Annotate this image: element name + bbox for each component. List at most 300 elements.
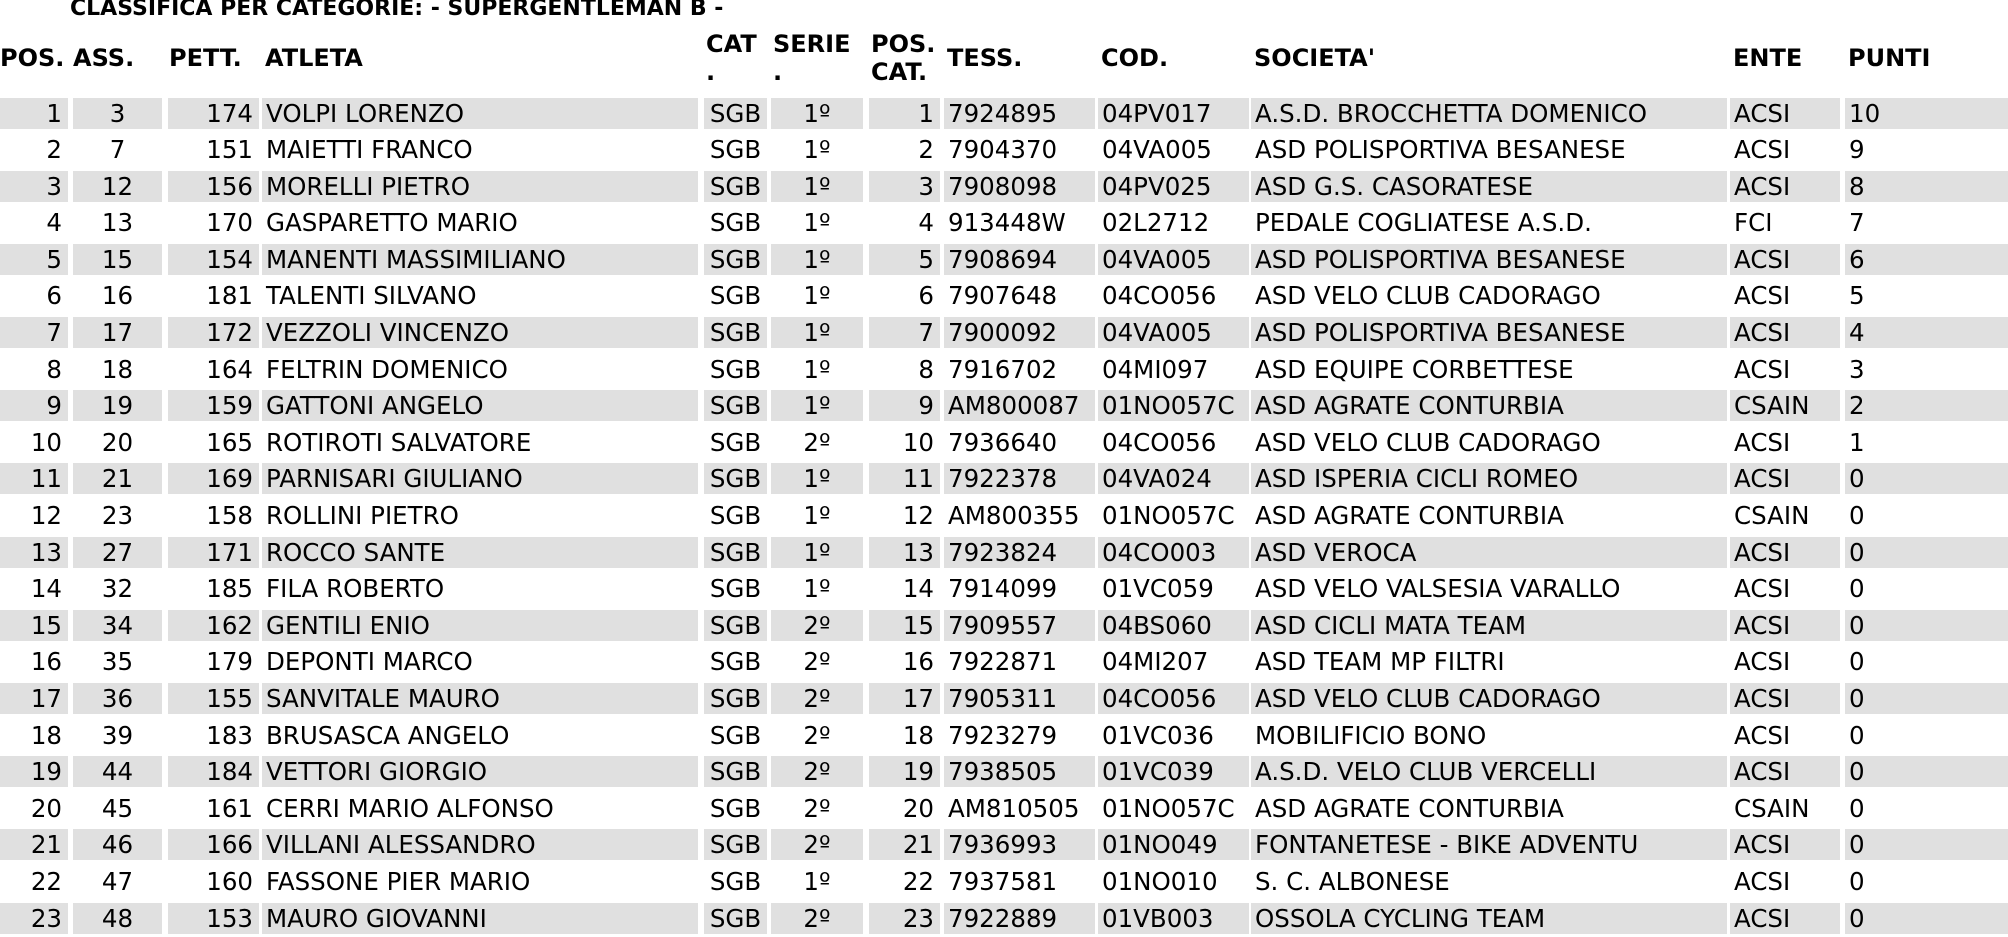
cell-pos: 13: [0, 537, 68, 568]
cell-cod: 02L2712: [1102, 208, 1210, 238]
cell-poscat: 11: [869, 463, 940, 494]
cell-societa: ASD CICLI MATA TEAM: [1251, 610, 1727, 641]
cell-ass: 48: [73, 903, 162, 934]
cell-pos: 19: [0, 756, 68, 787]
cell-pos: 17: [0, 683, 68, 714]
cell-cod: 04CO003: [1098, 537, 1249, 568]
results-table: [0, 95, 2008, 937]
cell-cat: SGB: [709, 427, 762, 457]
table-row: [0, 132, 2008, 169]
table-header: [0, 30, 2008, 92]
cell-atleta: ROLLINI PIETRO: [266, 501, 459, 531]
cell-serie: 2º: [771, 903, 863, 934]
table-row: [0, 754, 2008, 791]
header-tess: TESS.: [947, 44, 1023, 72]
cell-punti: 0: [1849, 574, 1865, 604]
cell-tess: 7907648: [948, 281, 1058, 311]
cell-poscat: 17: [869, 683, 940, 714]
cell-cat: SGB: [704, 171, 767, 202]
cell-societa: ASD VELO VALSESIA VARALLO: [1255, 574, 1621, 604]
cell-pett: 171: [168, 537, 259, 568]
cell-ass: 17: [73, 317, 162, 348]
cell-ass: 7: [109, 135, 126, 165]
cell-serie: 1º: [803, 281, 831, 311]
cell-pett: 179: [206, 647, 253, 677]
cell-societa: ASD AGRATE CONTURBIA: [1251, 390, 1727, 421]
cell-tess: 7914099: [948, 574, 1058, 604]
cell-punti: 0: [1849, 866, 1865, 896]
cell-poscat: 1: [869, 98, 940, 129]
cell-pett: 166: [168, 829, 259, 860]
cell-cod: 04CO056: [1098, 683, 1249, 714]
cell-tess: AM800355: [948, 501, 1080, 531]
table-row: [0, 827, 2008, 864]
cell-societa: ASD VEROCA: [1251, 537, 1727, 568]
cell-poscat: 22: [902, 866, 934, 896]
cell-poscat: 12: [902, 501, 934, 531]
table-row: [0, 900, 2008, 937]
cell-punti: 9: [1849, 135, 1865, 165]
table-row: [0, 424, 2008, 461]
cell-cod: 01NO049: [1098, 829, 1249, 860]
cell-poscat: 13: [869, 537, 940, 568]
cell-punti: 0: [1849, 647, 1865, 677]
table-row: [0, 717, 2008, 754]
cell-punti: 0: [1849, 720, 1865, 750]
cell-cat: SGB: [709, 793, 762, 823]
cell-ente: ACSI: [1734, 574, 1791, 604]
cell-societa: ASD G.S. CASORATESE: [1251, 171, 1727, 202]
cell-pos: 2: [46, 135, 62, 165]
cell-tess: 7922378: [944, 463, 1095, 494]
cell-ass: 35: [101, 647, 134, 677]
cell-pett: 164: [206, 354, 253, 384]
cell-pos: 12: [30, 501, 62, 531]
cell-tess: 7908694: [944, 244, 1095, 275]
cell-punti: 8: [1845, 171, 2008, 202]
cell-cat: SGB: [709, 647, 762, 677]
cell-pos: 18: [30, 720, 62, 750]
cell-cat: SGB: [709, 720, 762, 750]
cell-atleta: FILA ROBERTO: [266, 574, 445, 604]
cell-pos: 1: [0, 98, 68, 129]
cell-ente: ACSI: [1730, 537, 1840, 568]
cell-societa: ASD VELO CLUB CADORAGO: [1255, 281, 1601, 311]
cell-poscat: 16: [902, 647, 934, 677]
cell-serie: 1º: [803, 135, 831, 165]
cell-serie: 2º: [771, 756, 863, 787]
cell-serie: 1º: [771, 390, 863, 421]
cell-atleta: ROTIROTI SALVATORE: [266, 427, 532, 457]
cell-punti: 2: [1845, 390, 2008, 421]
cell-poscat: 21: [869, 829, 940, 860]
cell-cat: SGB: [704, 829, 767, 860]
cell-serie: 2º: [803, 720, 831, 750]
cell-cod: 04VA005: [1102, 135, 1212, 165]
table-row: [0, 461, 2008, 498]
table-row: [0, 205, 2008, 242]
cell-ente: ACSI: [1734, 720, 1791, 750]
cell-pett: 185: [206, 574, 253, 604]
cell-serie: 1º: [803, 208, 831, 238]
cell-cod: 04VA005: [1098, 244, 1249, 275]
cell-ente: ACSI: [1730, 317, 1840, 348]
cell-cod: 04MI207: [1102, 647, 1209, 677]
cell-pett: 156: [168, 171, 259, 202]
cell-societa: ASD EQUIPE CORBETTESE: [1255, 354, 1574, 384]
cell-cat: SGB: [709, 574, 762, 604]
cell-ass: 13: [101, 208, 134, 238]
cell-ente: ACSI: [1730, 903, 1840, 934]
cell-ente: ACSI: [1730, 610, 1840, 641]
cell-societa: ASD ISPERIA CICLI ROMEO: [1251, 463, 1727, 494]
cell-poscat: 18: [902, 720, 934, 750]
cell-atleta: FELTRIN DOMENICO: [266, 354, 508, 384]
cell-atleta: DEPONTI MARCO: [266, 647, 473, 677]
cell-ass: 15: [73, 244, 162, 275]
cell-serie: 2º: [803, 647, 831, 677]
cell-punti: 0: [1849, 793, 1865, 823]
cell-tess: AM800087: [944, 390, 1095, 421]
cell-ass: 46: [73, 829, 162, 860]
cell-societa: ASD VELO CLUB CADORAGO: [1255, 427, 1601, 457]
cell-ente: CSAIN: [1734, 501, 1810, 531]
page-title: CLASSIFICA PER CATEGORIE: - SUPERGENTLEMAN B -: [70, 0, 724, 21]
cell-cat: SGB: [709, 135, 762, 165]
cell-poscat: 10: [902, 427, 934, 457]
cell-cat: SGB: [709, 501, 762, 531]
cell-cod: 04BS060: [1098, 610, 1249, 641]
cell-tess: 7916702: [948, 354, 1058, 384]
cell-ass: 27: [73, 537, 162, 568]
cell-societa: A.S.D. BROCCHETTA DOMENICO: [1251, 98, 1727, 129]
cell-poscat: 14: [902, 574, 934, 604]
cell-ente: ACSI: [1734, 866, 1791, 896]
cell-punti: 0: [1845, 903, 2008, 934]
cell-poscat: 9: [869, 390, 940, 421]
cell-ente: ACSI: [1730, 683, 1840, 714]
cell-poscat: 5: [869, 244, 940, 275]
cell-atleta: GATTONI ANGELO: [262, 390, 698, 421]
cell-ass: 19: [73, 390, 162, 421]
cell-societa: ASD VELO CLUB CADORAGO: [1251, 683, 1727, 714]
table-row: [0, 571, 2008, 608]
header-cat-dot: .: [706, 58, 716, 86]
cell-pett: 165: [206, 427, 253, 457]
table-row: [0, 241, 2008, 278]
cell-societa: FONTANETESE - BIKE ADVENTU: [1251, 829, 1727, 860]
cell-societa: ASD POLISPORTIVA BESANESE: [1251, 317, 1727, 348]
cell-tess: 7905311: [944, 683, 1095, 714]
cell-ente: ACSI: [1730, 171, 1840, 202]
table-row: [0, 351, 2008, 388]
cell-pos: 15: [0, 610, 68, 641]
cell-serie: 1º: [771, 537, 863, 568]
cell-tess: 7909557: [944, 610, 1095, 641]
cell-pos: 10: [30, 427, 62, 457]
cell-societa: MOBILIFICIO BONO: [1255, 720, 1487, 750]
cell-cod: 04VA005: [1098, 317, 1249, 348]
cell-poscat: 2: [918, 135, 934, 165]
cell-pett: 183: [206, 720, 253, 750]
cell-pett: 184: [168, 756, 259, 787]
cell-punti: 3: [1849, 354, 1865, 384]
cell-ente: CSAIN: [1734, 793, 1810, 823]
header-punti: PUNTI: [1848, 44, 1931, 72]
cell-atleta: ROCCO SANTE: [262, 537, 698, 568]
cell-tess: 7922889: [944, 903, 1095, 934]
cell-pett: 169: [168, 463, 259, 494]
cell-serie: 2º: [803, 793, 831, 823]
cell-ass: 36: [73, 683, 162, 714]
cell-punti: 5: [1849, 281, 1865, 311]
table-row: [0, 863, 2008, 900]
cell-serie: 2º: [771, 683, 863, 714]
cell-ente: FCI: [1734, 208, 1773, 238]
cell-punti: 0: [1845, 610, 2008, 641]
cell-ente: ACSI: [1734, 135, 1791, 165]
cell-ass: 45: [101, 793, 134, 823]
table-row: [0, 534, 2008, 571]
cell-poscat: 15: [869, 610, 940, 641]
table-row: [0, 644, 2008, 681]
cell-cod: 04CO056: [1102, 281, 1217, 311]
cell-cat: SGB: [704, 683, 767, 714]
cell-cod: 01NO057C: [1098, 390, 1249, 421]
cell-poscat: 7: [869, 317, 940, 348]
cell-pett: 181: [206, 281, 253, 311]
cell-ass: 39: [101, 720, 134, 750]
header-cat: CAT: [706, 30, 757, 58]
cell-societa: S. C. ALBONESE: [1255, 866, 1450, 896]
cell-ente: ACSI: [1730, 98, 1840, 129]
cell-punti: 4: [1845, 317, 2008, 348]
cell-punti: 0: [1845, 537, 2008, 568]
cell-serie: 1º: [771, 171, 863, 202]
cell-atleta: VILLANI ALESSANDRO: [262, 829, 698, 860]
cell-tess: 7908098: [944, 171, 1095, 202]
cell-cod: 04VA024: [1098, 463, 1249, 494]
cell-atleta: MAIETTI FRANCO: [266, 135, 473, 165]
cell-cod: 01VC039: [1098, 756, 1249, 787]
cell-poscat: 3: [869, 171, 940, 202]
cell-ente: ACSI: [1730, 829, 1840, 860]
cell-serie: 2º: [771, 610, 863, 641]
cell-atleta: MAURO GIOVANNI: [262, 903, 698, 934]
cell-cod: 04PV025: [1098, 171, 1249, 202]
cell-pett: 161: [206, 793, 253, 823]
cell-atleta: VOLPI LORENZO: [262, 98, 698, 129]
cell-atleta: TALENTI SILVANO: [266, 281, 477, 311]
cell-ass: 21: [73, 463, 162, 494]
cell-pos: 21: [0, 829, 68, 860]
cell-cat: SGB: [704, 610, 767, 641]
cell-ente: ACSI: [1734, 647, 1791, 677]
cell-ass: 3: [73, 98, 162, 129]
cell-punti: 1: [1849, 427, 1865, 457]
cell-serie: 1º: [771, 244, 863, 275]
cell-pett: 151: [206, 135, 253, 165]
cell-tess: 7936640: [948, 427, 1058, 457]
cell-poscat: 19: [869, 756, 940, 787]
cell-atleta: MANENTI MASSIMILIANO: [262, 244, 698, 275]
cell-societa: ASD POLISPORTIVA BESANESE: [1251, 244, 1727, 275]
cell-cod: 01NO010: [1102, 866, 1218, 896]
cell-serie: 1º: [771, 317, 863, 348]
cell-pos: 22: [30, 866, 62, 896]
cell-punti: 0: [1845, 683, 2008, 714]
cell-pos: 8: [46, 354, 62, 384]
header-serie-dot: .: [773, 58, 783, 86]
cell-pos: 6: [46, 281, 62, 311]
cell-pett: 174: [168, 98, 259, 129]
header-serie: SERIE: [773, 30, 851, 58]
cell-ass: 20: [101, 427, 134, 457]
cell-cod: 01NO057C: [1102, 501, 1235, 531]
cell-cat: SGB: [704, 463, 767, 494]
cell-cat: SGB: [709, 281, 762, 311]
cell-punti: 7: [1849, 208, 1865, 238]
cell-cat: SGB: [704, 317, 767, 348]
cell-poscat: 6: [918, 281, 934, 311]
cell-serie: 2º: [771, 829, 863, 860]
cell-cod: 01VB003: [1098, 903, 1249, 934]
cell-atleta: MORELLI PIETRO: [262, 171, 698, 202]
table-row: [0, 790, 2008, 827]
cell-pett: 155: [168, 683, 259, 714]
cell-cod: 04MI097: [1102, 354, 1209, 384]
cell-societa: PEDALE COGLIATESE A.S.D.: [1255, 208, 1592, 238]
cell-pett: 159: [168, 390, 259, 421]
cell-cod: 01NO057C: [1102, 793, 1235, 823]
cell-cod: 01VC059: [1102, 574, 1214, 604]
cell-serie: 2º: [803, 427, 831, 457]
cell-ass: 12: [73, 171, 162, 202]
cell-cat: SGB: [704, 390, 767, 421]
cell-pett: 158: [206, 501, 253, 531]
cell-pos: 11: [0, 463, 68, 494]
cell-tess: 7900092: [944, 317, 1095, 348]
cell-ente: CSAIN: [1730, 390, 1840, 421]
cell-pett: 172: [168, 317, 259, 348]
cell-pett: 160: [206, 866, 253, 896]
cell-tess: 7923279: [948, 720, 1058, 750]
cell-atleta: GENTILI ENIO: [262, 610, 698, 641]
cell-serie: 1º: [803, 501, 831, 531]
cell-serie: 1º: [803, 354, 831, 384]
table-row: [0, 168, 2008, 205]
cell-ente: ACSI: [1734, 427, 1791, 457]
cell-punti: 0: [1845, 756, 2008, 787]
cell-pos: 7: [0, 317, 68, 348]
cell-cat: SGB: [709, 354, 762, 384]
cell-pos: 20: [30, 793, 62, 823]
cell-ente: ACSI: [1734, 354, 1791, 384]
cell-societa: ASD POLISPORTIVA BESANESE: [1255, 135, 1626, 165]
cell-pos: 23: [0, 903, 68, 934]
cell-serie: 1º: [803, 866, 831, 896]
cell-atleta: BRUSASCA ANGELO: [266, 720, 510, 750]
header-ass: ASS.: [73, 44, 135, 72]
table-row: [0, 498, 2008, 535]
cell-ass: 18: [101, 354, 134, 384]
cell-cat: SGB: [704, 244, 767, 275]
cell-tess: 7937581: [948, 866, 1058, 896]
cell-pos: 4: [46, 208, 62, 238]
cell-serie: 1º: [771, 463, 863, 494]
cell-cat: SGB: [709, 866, 762, 896]
cell-cat: SGB: [709, 208, 762, 238]
cell-tess: 7922871: [948, 647, 1058, 677]
header-atleta: ATLETA: [265, 44, 363, 72]
cell-atleta: VEZZOLI VINCENZO: [262, 317, 698, 348]
cell-poscat: 4: [918, 208, 934, 238]
cell-ass: 23: [101, 501, 134, 531]
cell-serie: 1º: [771, 98, 863, 129]
cell-societa: A.S.D. VELO CLUB VERCELLI: [1251, 756, 1727, 787]
cell-poscat: 20: [902, 793, 934, 823]
cell-pos: 3: [0, 171, 68, 202]
cell-pos: 14: [30, 574, 62, 604]
cell-pos: 5: [0, 244, 68, 275]
cell-ass: 16: [101, 281, 134, 311]
header-societa: SOCIETA': [1254, 44, 1376, 72]
header-poscat: POS.: [871, 30, 936, 58]
cell-pett: 170: [206, 208, 253, 238]
cell-serie: 1º: [803, 574, 831, 604]
cell-cat: SGB: [704, 903, 767, 934]
cell-cod: 01VC036: [1102, 720, 1214, 750]
cell-ente: ACSI: [1730, 756, 1840, 787]
cell-pos: 9: [0, 390, 68, 421]
cell-tess: 7924895: [944, 98, 1095, 129]
cell-punti: 0: [1845, 463, 2008, 494]
table-row: [0, 388, 2008, 425]
cell-tess: 7936993: [944, 829, 1095, 860]
cell-tess: 7904370: [948, 135, 1058, 165]
cell-ente: ACSI: [1730, 463, 1840, 494]
cell-atleta: GASPARETTO MARIO: [266, 208, 518, 238]
cell-punti: 10: [1845, 98, 2008, 129]
cell-atleta: SANVITALE MAURO: [262, 683, 698, 714]
cell-atleta: FASSONE PIER MARIO: [266, 866, 531, 896]
cell-cat: SGB: [704, 98, 767, 129]
cell-cat: SGB: [704, 756, 767, 787]
cell-atleta: CERRI MARIO ALFONSO: [266, 793, 554, 823]
cell-ass: 44: [73, 756, 162, 787]
table-row: [0, 95, 2008, 132]
cell-punti: 0: [1845, 829, 2008, 860]
header-pos: POS.: [0, 44, 65, 72]
cell-societa: ASD AGRATE CONTURBIA: [1255, 793, 1564, 823]
cell-societa: ASD AGRATE CONTURBIA: [1255, 501, 1564, 531]
cell-cod: 04CO056: [1102, 427, 1217, 457]
table-row: [0, 681, 2008, 718]
cell-tess: 913448W: [948, 208, 1066, 238]
cell-tess: 7923824: [944, 537, 1095, 568]
header-poscat-line2: CAT.: [871, 58, 928, 86]
cell-ente: ACSI: [1730, 244, 1840, 275]
cell-atleta: VETTORI GIORGIO: [262, 756, 698, 787]
header-cod: COD.: [1101, 44, 1169, 72]
cell-poscat: 23: [869, 903, 940, 934]
cell-atleta: PARNISARI GIULIANO: [262, 463, 698, 494]
table-row: [0, 278, 2008, 315]
header-ente: ENTE: [1733, 44, 1803, 72]
cell-societa: ASD TEAM MP FILTRI: [1255, 647, 1505, 677]
cell-punti: 0: [1849, 501, 1865, 531]
cell-ass: 32: [101, 574, 134, 604]
